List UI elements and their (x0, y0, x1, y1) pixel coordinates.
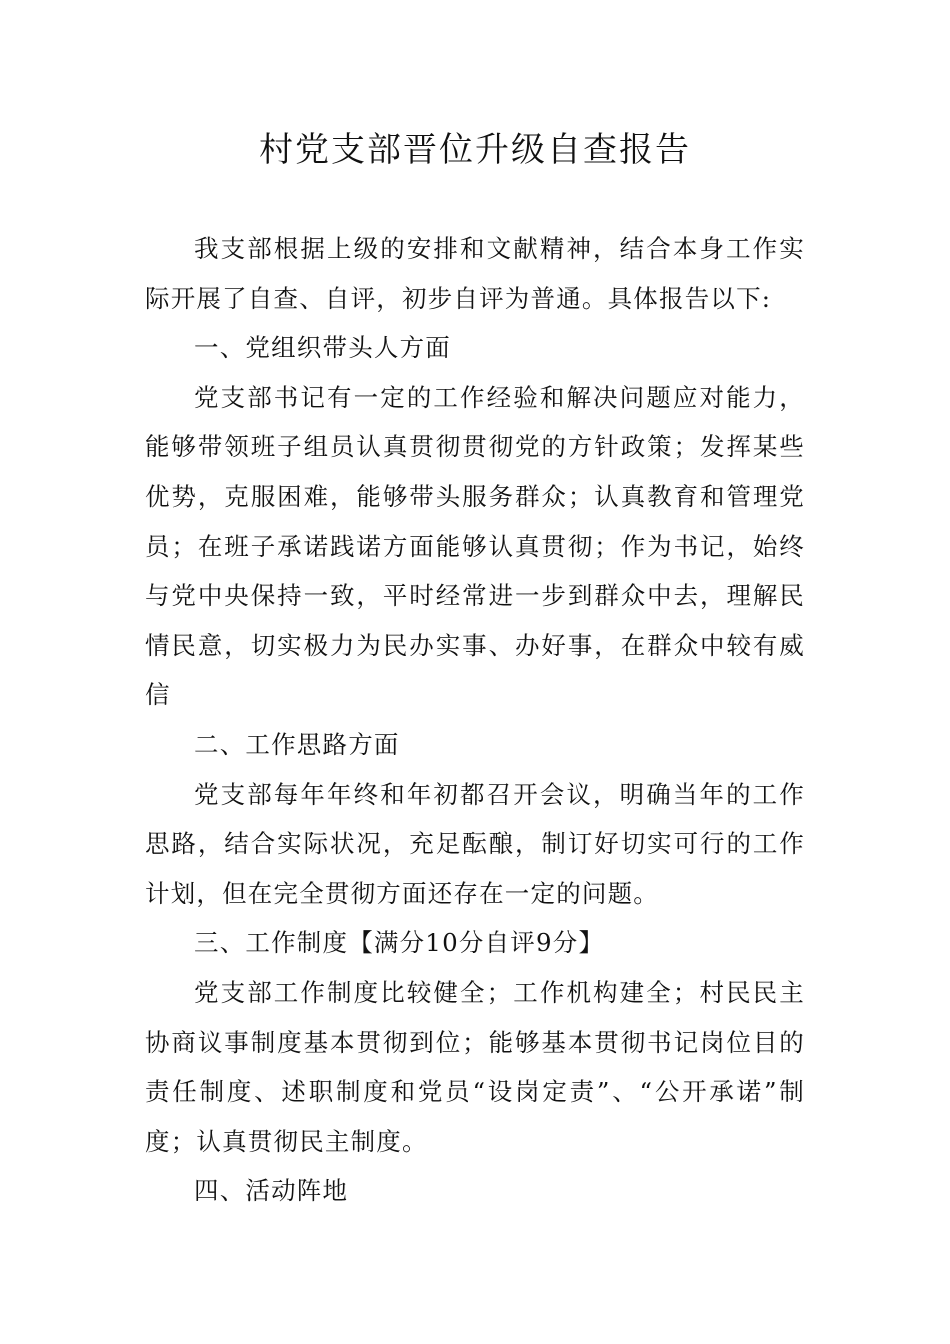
section-paragraph-3: 党支部工作制度比较健全；工作机构建全；村民民主协商议事制度基本贯彻到位；能够基本贯彻书记岗位目的责任制度、述职制度和党员“设岗定责”、“公开承诺”制度；认真贯彻民主制度。 (145, 977, 805, 1156)
section-paragraph-1: 党支部书记有一定的工作经验和解决问题应对能力，能够带领班子组员认真贯彻贯彻党的方针政策；发挥某些优势，克服困难，能够带头服务群众；认真教育和管理党员；在班子承诺践诺方面能够认真贯彻；作为书记，始终与党中央保持一致，平时经常进一步到群众中去，理解民情民意，切实极力为民办实事、办好事，在群众中较有威信 (145, 382, 805, 710)
section-heading-3: 三、工作制度【满分10分自评9分】 (194, 928, 605, 958)
intro-paragraph: 我支部根据上级的安排和文献精神，结合本身工作实际开展了自查、自评，初步自评为普通。具体报告以下: (145, 234, 805, 313)
section-paragraph-2: 党支部每年年终和年初都召开会议，明确当年的工作思路，结合实际状况，充足酝酿，制订好切实可行的工作计划，但在完全贯彻方面还存在一定的问题。 (145, 779, 805, 908)
document-title: 村党支部晋位升级自查报告 (259, 130, 691, 170)
section-heading-2: 二、工作思路方面 (194, 729, 400, 759)
document-body (145, 224, 805, 1216)
section-heading-4: 四、活动阵地 (194, 1176, 349, 1206)
section-heading-1: 一、党组织带头人方面 (194, 333, 451, 363)
